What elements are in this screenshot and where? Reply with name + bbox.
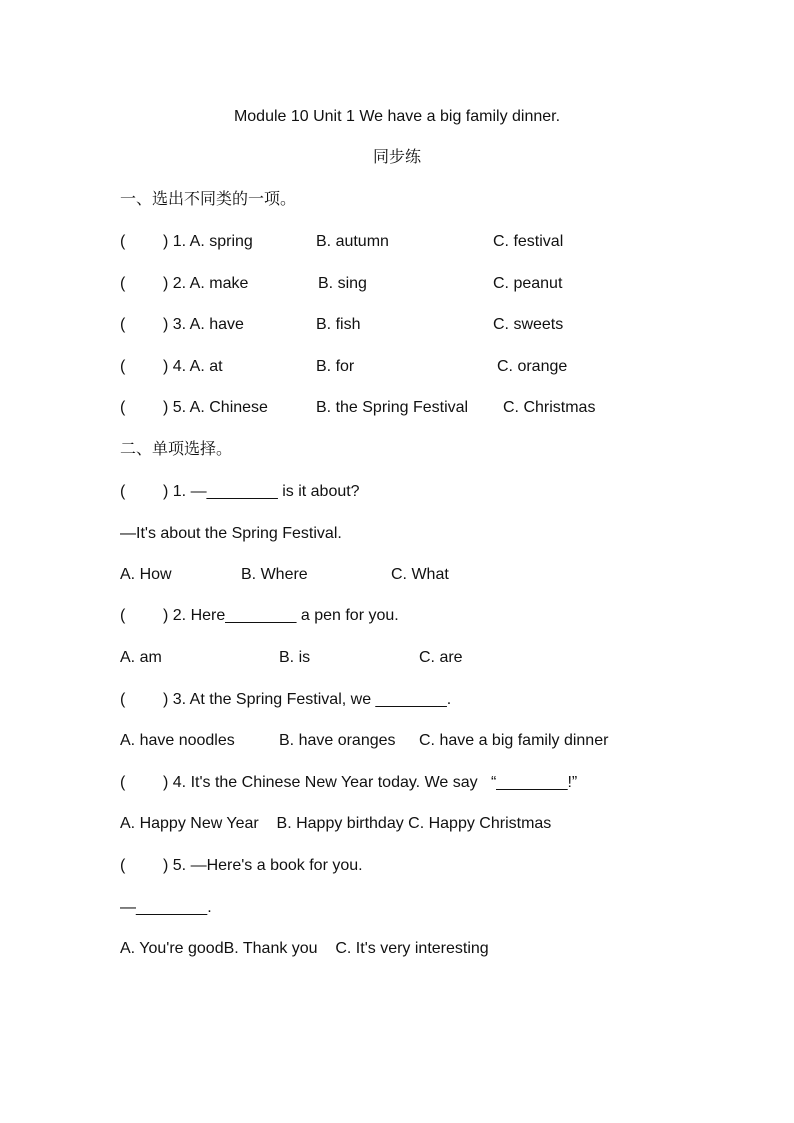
question-number-option-a: ) 3. A. have <box>163 316 244 333</box>
answer-paren: ( <box>120 233 126 250</box>
question-number-option-a: ) 1. A. spring <box>163 233 253 250</box>
question-number-option-a: ) 2. A. make <box>163 275 249 292</box>
option-b: B. autumn <box>316 233 389 250</box>
section1-heading: 一、选出不同类的一项。 <box>120 191 297 208</box>
answer-paren: ( <box>120 483 126 500</box>
question-reply: —It's about the Spring Festival. <box>120 525 342 542</box>
option-b: B. have oranges <box>279 732 396 749</box>
answer-paren: ( <box>120 275 126 292</box>
option-a: A. am <box>120 649 162 666</box>
question-options: A. You're goodB. Thank you C. It's very interesting <box>120 940 489 957</box>
question-number-option-a: ) 4. A. at <box>163 358 223 375</box>
page-title: Module 10 Unit 1 We have a big family dinner. <box>233 108 561 125</box>
option-b: B. Where <box>241 566 308 583</box>
option-c: C. Christmas <box>503 399 596 416</box>
question-stem: ) 1. —________ is it about? <box>163 483 360 500</box>
question-reply: —________. <box>120 899 212 916</box>
question-number-option-a: ) 5. A. Chinese <box>163 399 268 416</box>
page-subtitle: 同步练 <box>372 149 421 166</box>
option-b: B. the Spring Festival <box>316 399 469 416</box>
question-options: A. Happy New Year B. Happy birthday C. Happy Christmas <box>120 815 552 832</box>
option-c: C. sweets <box>493 316 564 333</box>
option-b: B. fish <box>316 316 361 333</box>
question-stem: ) 4. It's the Chinese New Year today. We say “________!” <box>163 774 578 791</box>
question-stem: ) 3. At the Spring Festival, we ________. <box>163 691 452 708</box>
option-c: C. What <box>391 566 449 583</box>
option-c: C. are <box>419 649 463 666</box>
answer-paren: ( <box>120 399 126 416</box>
option-c: C. have a big family dinner <box>419 732 609 749</box>
question-stem: ) 5. —Here's a book for you. <box>163 857 363 874</box>
question-stem: ) 2. Here________ a pen for you. <box>163 607 399 624</box>
option-b: B. sing <box>318 275 367 292</box>
option-c: C. peanut <box>493 275 563 292</box>
option-a: A. How <box>120 566 172 583</box>
answer-paren: ( <box>120 774 126 791</box>
answer-paren: ( <box>120 691 126 708</box>
answer-paren: ( <box>120 857 126 874</box>
answer-paren: ( <box>120 316 126 333</box>
option-b: B. is <box>279 649 311 666</box>
option-c: C. orange <box>497 358 568 375</box>
section2-heading: 二、单项选择。 <box>120 441 233 458</box>
option-a: A. have noodles <box>120 732 235 749</box>
answer-paren: ( <box>120 607 126 624</box>
answer-paren: ( <box>120 358 126 375</box>
option-c: C. festival <box>493 233 564 250</box>
option-b: B. for <box>316 358 355 375</box>
